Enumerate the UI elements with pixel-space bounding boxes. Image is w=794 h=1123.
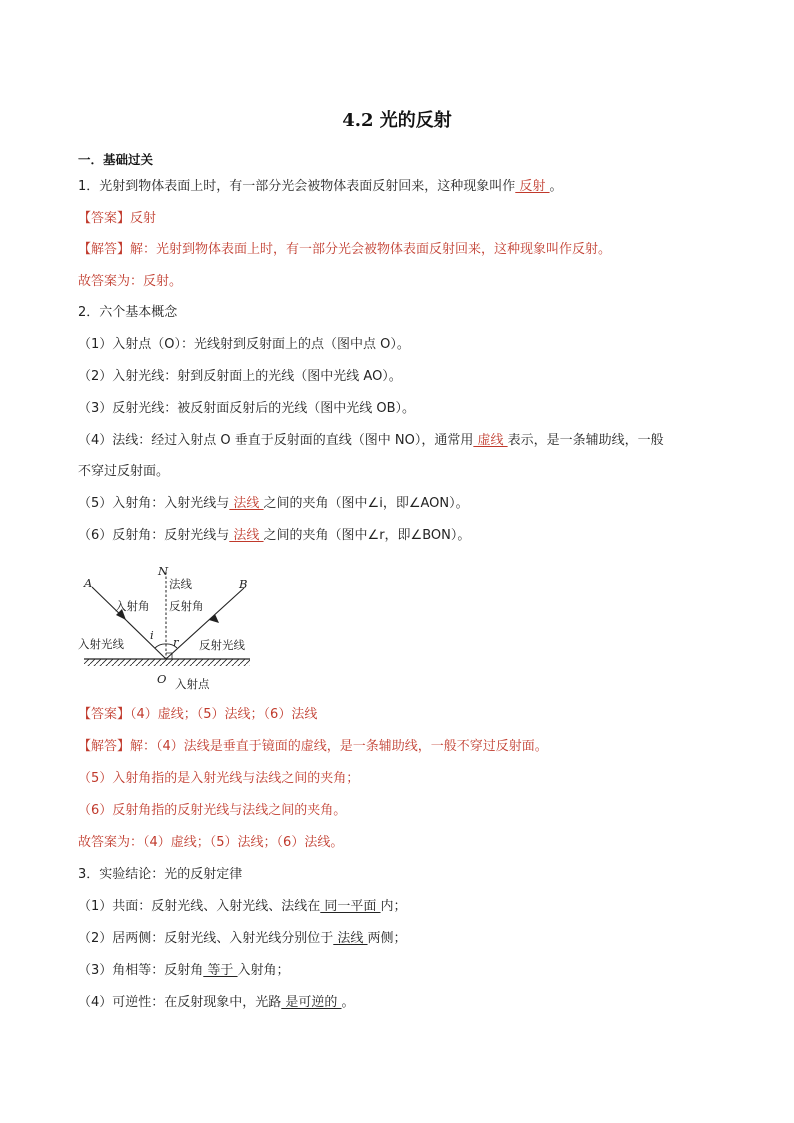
- concept-item: （2）入射光线：射到反射面上的光线（图中光线 AO）。: [78, 369, 402, 384]
- concept-item: （4）法线：经过入射点 O 垂直于反射面的直线（图中 NO），通常用 虚线 表示，是一条辅助线，一般: [78, 433, 664, 448]
- explanation-line: （5）入射角指的是入射光线与法线之间的夹角；: [78, 771, 360, 786]
- fill-blank: 法线: [333, 931, 368, 946]
- law-item: （2）居两侧：反射光线、入射光线分别位于 法线 两侧；: [78, 931, 407, 946]
- law-item: （1）共面：反射光线、入射光线、法线在 同一平面 内；: [78, 899, 407, 914]
- label-normal: 法线: [169, 577, 192, 591]
- concept-item: （6）反射角：反射光线与 法线 之间的夹角（图中∠r，即∠BON）。: [78, 528, 471, 543]
- incidence-angle-arc: [155, 644, 166, 648]
- page-title: 4.2 光的反射: [342, 110, 452, 131]
- reflected-arrow: [209, 614, 219, 623]
- label-r: r: [173, 635, 179, 649]
- label-reflection-angle: 反射角: [169, 599, 204, 613]
- label-n: N: [158, 564, 169, 578]
- fill-blank: 反射: [515, 179, 550, 194]
- concept-item: （3）反射光线：被反射面反射后的光线（图中光线 OB）。: [78, 401, 416, 416]
- question-2-heading: 2．六个基本概念: [78, 305, 178, 320]
- concept-item: （1）入射点（O）：光线射到反射面上的点（图中点 O）。: [78, 337, 410, 352]
- fill-blank: 同一平面: [320, 899, 381, 914]
- answer-line: 【答案】反射: [78, 211, 157, 226]
- section-heading: 一．基础过关: [78, 152, 154, 167]
- explanation-line: 【解答】解：光射到物体表面上时，有一部分光会被物体表面反射回来，这种现象叫作反射。: [78, 242, 612, 257]
- explanation-line: （6）反射角指的反射光线与法线之间的夹角。: [78, 803, 347, 818]
- law-item: （3）角相等：反射角 等于 入射角；: [78, 963, 290, 978]
- fill-blank: 等于: [203, 963, 238, 978]
- fill-blank: 法线: [229, 528, 264, 543]
- concept-item: （5）入射角：入射光线与 法线 之间的夹角（图中∠i，即∠AON）。: [78, 496, 469, 511]
- reflection-diagram: [78, 562, 258, 694]
- fill-blank: 虚线: [473, 433, 508, 448]
- label-b: B: [239, 577, 248, 591]
- fill-blank: 是可逆的: [281, 995, 342, 1010]
- label-reflected-ray: 反射光线: [199, 638, 245, 652]
- fill-blank: 法线: [229, 496, 264, 511]
- answer-line: 【答案】（4）虚线；（5）法线；（6）法线: [78, 707, 318, 722]
- question-1: 1．光射到物体表面上时，有一部分光会被物体表面反射回来，这种现象叫作 反射 。: [78, 179, 563, 194]
- label-incidence-angle: 入射角: [115, 599, 150, 613]
- label-o: O: [157, 672, 167, 686]
- conclusion-line: 故答案为：（4）虚线；（5）法线；（6）法线。: [78, 835, 344, 850]
- label-incident-ray: 入射光线: [78, 637, 124, 651]
- conclusion-line: 故答案为：反射。: [78, 274, 183, 289]
- law-item: （4）可逆性：在反射现象中，光路 是可逆的 。: [78, 995, 355, 1010]
- mirror-hatching: [84, 659, 250, 666]
- explanation-line: 【解答】解：（4）法线是垂直于镜面的虚线，是一条辅助线，一般不穿过反射面。: [78, 739, 548, 754]
- question-3-heading: 3．实验结论：光的反射定律: [78, 867, 243, 882]
- label-a: A: [84, 576, 93, 590]
- concept-item-continued: 不穿过反射面。: [78, 464, 170, 479]
- label-i: i: [150, 628, 154, 642]
- label-incidence-point: 入射点: [175, 677, 210, 691]
